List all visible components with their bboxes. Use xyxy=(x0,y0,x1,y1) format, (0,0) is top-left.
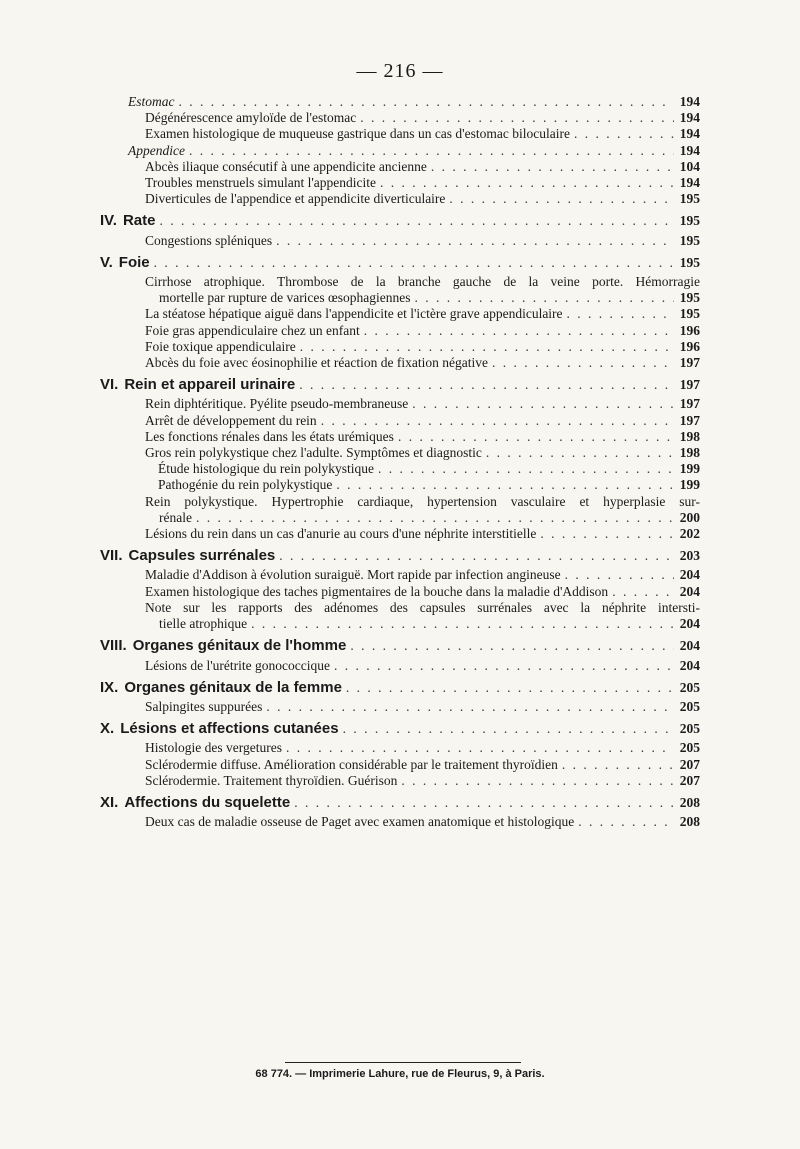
leader-dots xyxy=(334,658,674,674)
leader-dots xyxy=(412,396,674,412)
toc-entry-title: Dégénérescence amyloïde de l'estomac xyxy=(145,110,357,126)
toc-page-number: 198 xyxy=(679,428,700,444)
toc-section-heading xyxy=(100,377,700,393)
leader-dots xyxy=(346,680,674,696)
leader-dots xyxy=(189,143,674,159)
leader-dots xyxy=(486,445,674,461)
toc-section-heading xyxy=(100,721,700,737)
toc-entry xyxy=(100,191,700,207)
toc-page-number: 200 xyxy=(679,509,700,525)
toc-page-number: 195 xyxy=(679,290,700,306)
leader-dots xyxy=(565,567,674,583)
subheading-title: Estomac xyxy=(128,94,175,109)
toc-entry-line: mortelle par rupture de varices œsophagiennes xyxy=(159,290,411,306)
toc-entry xyxy=(100,526,700,542)
toc-entry-line: Rein polykystique. Hypertrophie cardiaque, hypertension vasculaire et hyperplasie sur- xyxy=(145,493,700,509)
toc-page-number: 207 xyxy=(679,756,700,772)
toc-entry-line: Cirrhose atrophique. Thrombose de la branche gauche de la veine porte. Hémorragie xyxy=(145,274,700,290)
toc-entry-title: Histologie des vergetures xyxy=(145,740,282,756)
toc-page-number: 195 xyxy=(679,306,700,322)
toc-page-number: 208 xyxy=(679,814,700,830)
leader-dots xyxy=(540,526,674,542)
toc-page-number: 205 xyxy=(679,698,700,714)
toc-page-number: 197 xyxy=(679,396,700,412)
toc-entry xyxy=(100,584,700,600)
leader-dots xyxy=(574,126,674,142)
toc-entry-title: Foie gras appendiculaire chez un enfant xyxy=(145,322,360,338)
section-numeral: IX. xyxy=(100,678,119,696)
section-title: Organes génitaux de l'homme xyxy=(132,637,347,655)
leader-dots xyxy=(154,255,674,271)
toc-page-number: 205 xyxy=(679,740,700,756)
toc-entry xyxy=(100,126,700,142)
toc-section-heading xyxy=(100,795,700,811)
leader-dots xyxy=(276,233,674,249)
section-title: Capsules surrénales xyxy=(128,547,276,565)
leader-dots xyxy=(266,699,674,715)
toc-entry xyxy=(100,567,700,583)
leader-dots xyxy=(251,616,674,632)
printer-imprint: 68 774. — Imprimerie Lahure, rue de Fleurus, 9, à Paris. xyxy=(255,1068,545,1080)
toc-page-number: 197 xyxy=(679,355,700,371)
toc-page-number: 208 xyxy=(679,794,700,810)
toc-page-number: 194 xyxy=(679,126,700,142)
toc-page-number: 204 xyxy=(679,616,700,632)
toc-entry xyxy=(100,814,700,830)
section-title: Lésions et affections cutanées xyxy=(120,720,339,738)
section-title: Rein et appareil urinaire xyxy=(124,376,296,394)
section-numeral: VI. xyxy=(100,376,119,394)
toc-page-number: 199 xyxy=(679,477,700,493)
toc-section-heading xyxy=(100,255,700,271)
toc-entry xyxy=(100,429,700,445)
section-title: Foie xyxy=(118,253,150,271)
toc-page-number: 204 xyxy=(679,583,700,599)
leader-dots xyxy=(360,110,674,126)
leader-dots xyxy=(196,510,674,526)
toc-entry-title: Foie toxique appendiculaire xyxy=(145,338,296,354)
section-numeral: IV. xyxy=(100,212,117,230)
toc-entry-title: Sclérodermie diffuse. Amélioration considérable par le traitement thyroïdien xyxy=(145,756,558,772)
toc-page-number: 195 xyxy=(679,254,700,270)
toc-page-number: 205 xyxy=(679,721,700,737)
toc-entry-title: Lésions du rein dans un cas d'anurie au cours d'une néphrite interstitielle xyxy=(145,526,537,542)
toc-entry-line: Note sur les rapports des adénomes des capsules surrénales avec la néphrite intersti- xyxy=(145,599,700,615)
toc-section-heading xyxy=(100,638,700,654)
toc-entry xyxy=(100,396,700,412)
toc-entry xyxy=(100,274,700,306)
toc-entry-title: Examen histologique des taches pigmentaires de la bouche dans la maladie d'Addison xyxy=(145,583,609,599)
toc-entry-title: Congestions spléniques xyxy=(145,232,273,248)
leader-dots xyxy=(179,94,675,110)
toc-page-number: 195 xyxy=(679,191,700,207)
toc-page-number: 202 xyxy=(679,526,700,542)
toc-page-number: 104 xyxy=(679,158,700,174)
leader-dots xyxy=(449,191,674,207)
toc-section-heading xyxy=(100,680,700,696)
toc-entry xyxy=(100,494,700,526)
toc-entry-title: Abcès iliaque consécutif à une appendicite ancienne xyxy=(145,158,427,174)
section-numeral: VIII. xyxy=(100,637,127,655)
toc-entry-title: Lésions de l'urétrite gonococcique xyxy=(145,657,330,673)
leader-dots xyxy=(364,323,674,339)
leader-dots xyxy=(398,429,674,445)
toc-entry xyxy=(100,233,700,249)
toc-entry-line: tielle atrophique xyxy=(159,616,248,632)
section-title: Rate xyxy=(122,212,156,230)
toc-entry xyxy=(100,413,700,429)
toc-entry-title: Deux cas de maladie osseuse de Paget avec examen anatomique et histologique xyxy=(145,814,575,830)
toc-entry-title: Maladie d'Addison à évolution suraiguë. Mort rapide par infection angineuse xyxy=(145,567,561,583)
toc-entry-title: Examen histologique de muqueuse gastrique dans un cas d'estomac biloculaire xyxy=(145,126,570,142)
toc-entry xyxy=(100,339,700,355)
toc-page-number: 205 xyxy=(679,679,700,695)
toc-entry xyxy=(100,773,700,789)
section-numeral: XI. xyxy=(100,793,119,811)
toc-page-number: 197 xyxy=(679,377,700,393)
toc-entry xyxy=(100,159,700,175)
leader-dots xyxy=(492,355,674,371)
toc-page-number: 194 xyxy=(679,142,700,158)
toc-page-number: 196 xyxy=(679,338,700,354)
leader-dots xyxy=(567,306,674,322)
toc-entry xyxy=(100,699,700,715)
toc-page-number: 204 xyxy=(679,567,700,583)
toc-page-number: 204 xyxy=(679,638,700,654)
toc-page-number: 194 xyxy=(679,110,700,126)
leader-dots xyxy=(415,290,674,306)
toc-entry-title: Sclérodermie. Traitement thyroïdien. Guérison xyxy=(145,772,398,788)
leader-dots xyxy=(279,548,674,564)
leader-dots xyxy=(299,377,674,393)
toc-entry-title: Arrêt de développement du rein xyxy=(145,412,317,428)
toc-page-number: 207 xyxy=(679,772,700,788)
leader-dots xyxy=(350,638,674,654)
toc-entry-title: Rein diphtéritique. Pyélite pseudo-membraneuse xyxy=(145,396,409,412)
toc-entry xyxy=(100,323,700,339)
leader-dots xyxy=(431,159,674,175)
toc-entry xyxy=(100,658,700,674)
toc-page-number: 194 xyxy=(679,94,700,109)
toc-entry-title: Pathogénie du rein polykystique xyxy=(158,477,333,493)
section-numeral: X. xyxy=(100,720,115,738)
toc-entry-title: Gros rein polykystique chez l'adulte. Symptômes et diagnostic xyxy=(145,445,482,461)
toc-entry xyxy=(100,600,700,632)
footer-rule xyxy=(285,1062,521,1063)
toc-subheading xyxy=(100,143,700,159)
toc-page-number: 195 xyxy=(679,213,700,229)
leader-dots xyxy=(300,339,674,355)
toc-entry-title: Les fonctions rénales dans les états urémiques xyxy=(145,428,394,444)
toc-page-number: 195 xyxy=(679,232,700,248)
toc-subheading xyxy=(100,94,700,110)
toc-entry xyxy=(100,757,700,773)
leader-dots xyxy=(612,584,674,600)
toc-entry-title: La stéatose hépatique aiguë dans l'appendicite et l'ictère grave appendiculaire xyxy=(145,306,563,322)
toc-entry-title: Abcès du foie avec éosinophilie et réaction de fixation négative xyxy=(145,355,488,371)
toc-entry-title: Salpingites suppurées xyxy=(145,698,263,714)
toc-entry-title: Troubles menstruels simulant l'appendicite xyxy=(145,175,377,191)
section-numeral: V. xyxy=(100,253,113,271)
toc-entry xyxy=(100,477,700,493)
toc-page-number: 198 xyxy=(679,445,700,461)
table-of-contents xyxy=(100,94,700,830)
toc-entry xyxy=(100,110,700,126)
toc-page-number: 204 xyxy=(679,657,700,673)
toc-entry xyxy=(100,445,700,461)
leader-dots xyxy=(286,740,674,756)
toc-entry xyxy=(100,461,700,477)
toc-entry xyxy=(100,355,700,371)
leader-dots xyxy=(294,795,674,811)
section-title: Organes génitaux de la femme xyxy=(124,678,342,696)
toc-page-number: 203 xyxy=(679,548,700,564)
leader-dots xyxy=(159,213,674,229)
section-numeral: VII. xyxy=(100,547,123,565)
leader-dots xyxy=(343,721,674,737)
leader-dots xyxy=(401,773,674,789)
toc-entry xyxy=(100,306,700,322)
toc-section-heading xyxy=(100,548,700,564)
leader-dots xyxy=(378,461,674,477)
toc-entry-line: rénale xyxy=(159,509,192,525)
leader-dots xyxy=(336,477,674,493)
toc-page-number: 196 xyxy=(679,322,700,338)
toc-section-heading xyxy=(100,213,700,229)
section-title: Affections du squelette xyxy=(124,793,291,811)
toc-page-number: 197 xyxy=(679,412,700,428)
toc-entry-title: Diverticules de l'appendice et appendicite diverticulaire xyxy=(145,191,446,207)
toc-entry xyxy=(100,175,700,191)
toc-page-number: 199 xyxy=(679,461,700,477)
leader-dots xyxy=(562,757,674,773)
toc-entry xyxy=(100,740,700,756)
leader-dots xyxy=(578,814,674,830)
page-number: — 216 — xyxy=(356,60,444,82)
subheading-title: Appendice xyxy=(128,142,185,158)
toc-page-number: 194 xyxy=(679,175,700,191)
leader-dots xyxy=(321,413,674,429)
toc-entry-title: Étude histologique du rein polykystique xyxy=(158,461,374,477)
leader-dots xyxy=(380,175,674,191)
